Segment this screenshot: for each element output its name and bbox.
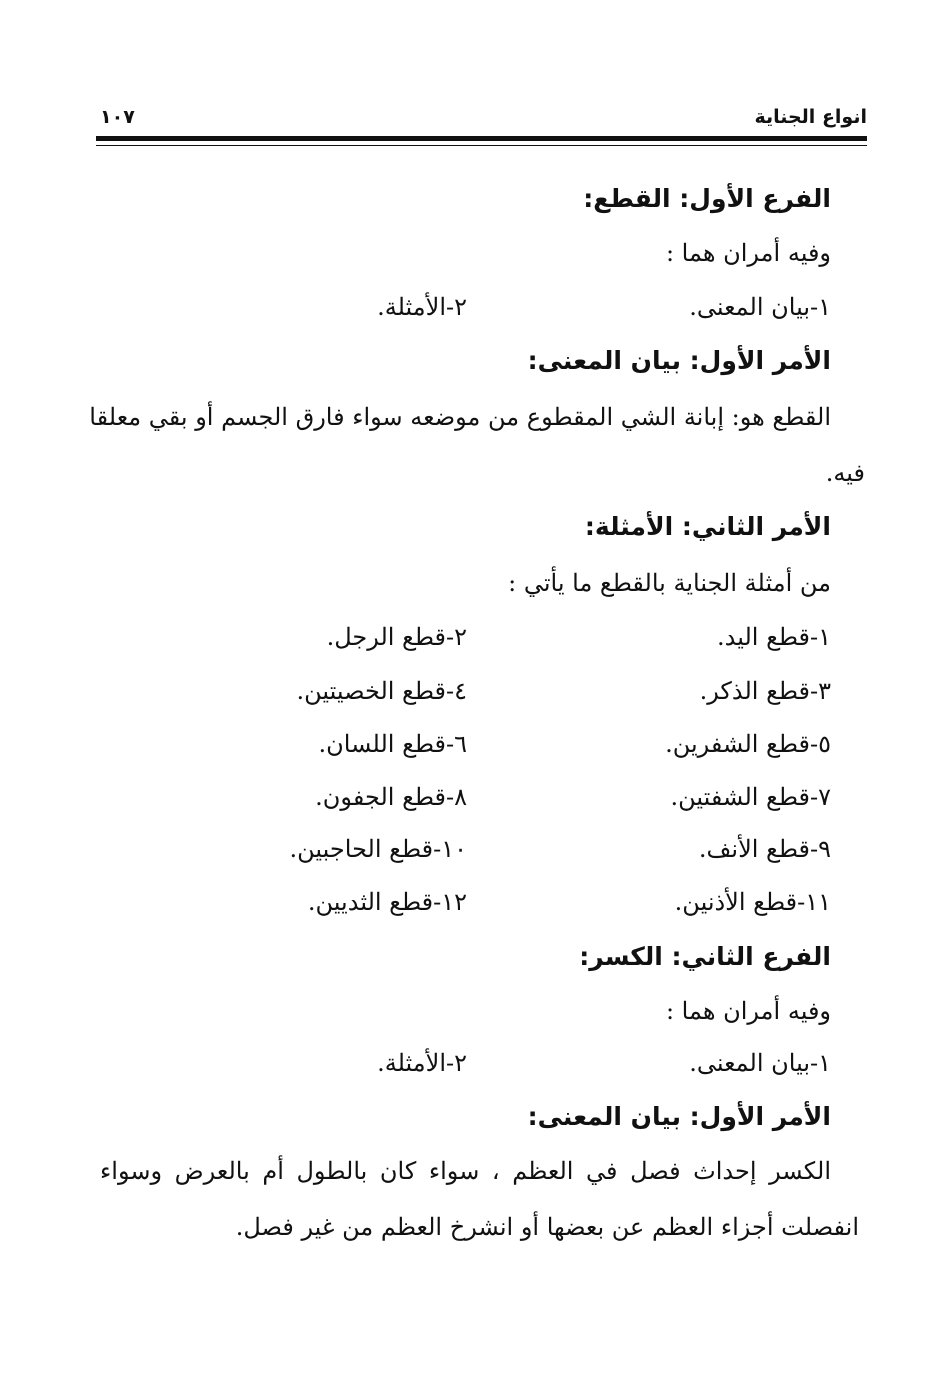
- section1-matter1-heading: الأمر الأول: بيان المعنى:: [527, 346, 831, 375]
- example-item: ١٠-قطع الحاجبين.: [289, 835, 467, 863]
- section2-definition-line-2: انفصلت أجزاء العظم عن بعضها أو انشرخ العظم من غير فصل.: [235, 1213, 859, 1241]
- section1-matter2-heading: الأمر الثاني: الأمثلة:: [584, 512, 831, 541]
- header-rule-thin: [96, 145, 867, 146]
- page-header: [96, 100, 867, 134]
- example-item: ٩-قطع الأنف.: [698, 835, 831, 863]
- section2-topic-2: ٢-الأمثلة.: [377, 1049, 467, 1077]
- example-item: ١-قطع اليد.: [716, 623, 831, 651]
- section2-definition-line-1: الكسر إحداث فصل في العظم ، سواء كان بالطول أم بالعرض وسواء: [100, 1157, 831, 1185]
- example-item: ٢-قطع الرجل.: [326, 623, 467, 651]
- section2-intro: وفيه أمران هما :: [665, 997, 831, 1025]
- section1-definition-line-1: القطع هو: إبانة الشي المقطوع من موضعه سواء فارق الجسم أو بقي معلقا: [89, 403, 831, 431]
- section-heading-fracture: الفرع الثاني: الكسر:: [579, 942, 831, 971]
- running-title: انواع الجناية: [754, 106, 867, 128]
- example-item: ٥-قطع الشفرين.: [665, 730, 831, 758]
- section-heading-cutting: الفرع الأول: القطع:: [583, 184, 831, 213]
- example-item: ٤-قطع الخصيتين.: [296, 677, 467, 705]
- section1-topic-2: ٢-الأمثلة.: [377, 293, 467, 321]
- header-rule-thick: [96, 136, 867, 141]
- example-item: ١٢-قطع الثديين.: [307, 888, 467, 916]
- section1-examples-intro: من أمثلة الجناية بالقطع ما يأتي :: [508, 569, 831, 597]
- section2-matter1-heading: الأمر الأول: بيان المعنى:: [527, 1102, 831, 1131]
- section1-intro: وفيه أمران هما :: [665, 239, 831, 267]
- example-item: ١١-قطع الأذنين.: [674, 888, 831, 916]
- section2-topic-1: ١-بيان المعنى.: [689, 1049, 831, 1077]
- example-item: ٨-قطع الجفون.: [315, 783, 467, 811]
- example-item: ٣-قطع الذكر.: [699, 677, 831, 705]
- section1-topic-1: ١-بيان المعنى.: [689, 293, 831, 321]
- example-item: ٧-قطع الشفتين.: [670, 783, 831, 811]
- example-item: ٦-قطع اللسان.: [318, 730, 467, 758]
- section1-definition-line-2: فيه.: [825, 459, 865, 487]
- page-number: ١٠٧: [100, 106, 135, 128]
